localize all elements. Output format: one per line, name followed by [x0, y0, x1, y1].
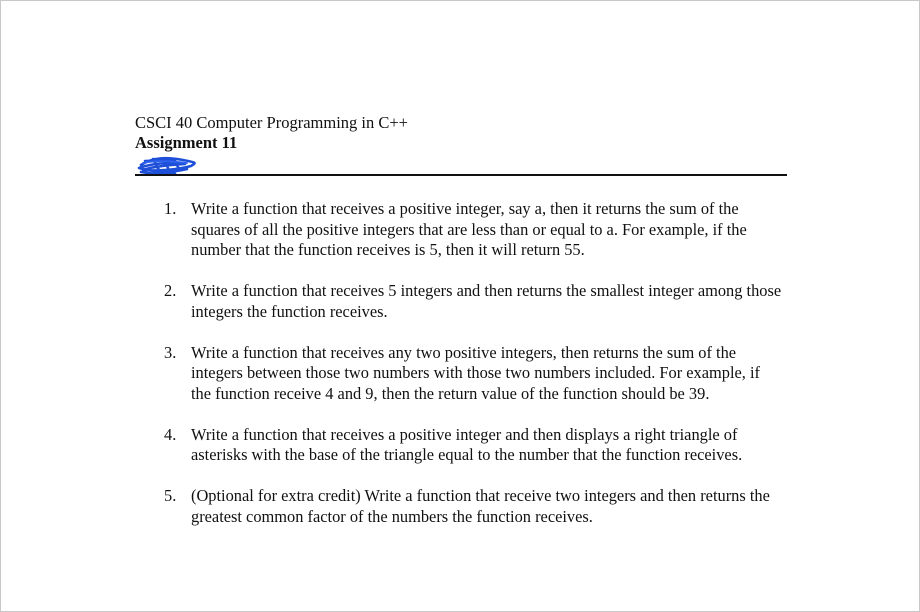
- question-text: (Optional for extra credit) Write a function that receive two integers and then returns the greatest common factor of the numbers the function receives.: [191, 486, 770, 526]
- document-header: [135, 113, 787, 153]
- question-text: Write a function that receives any two positive integers, then returns the sum of the integers between those two numbers with those two numbers included. For example, if the function receive 4 and 9, then the return value of the function should be 39.: [191, 342, 760, 403]
- assignment-title: Assignment 11: [135, 133, 238, 152]
- question-item: [164, 281, 784, 322]
- question-number: 4.: [164, 424, 177, 444]
- question-list: [164, 199, 784, 548]
- question-text: Write a function that receives 5 integers and then returns the smallest integer among those integers the function receives.: [191, 281, 782, 321]
- question-number: 3.: [164, 342, 177, 362]
- question-number: 5.: [164, 486, 177, 505]
- question-item: [164, 425, 784, 466]
- question-item: [164, 199, 784, 261]
- question-text: Write a function that receives a positive integer and then displays a right triangle of asterisks with the base of the triangle equal to the number that the function receives.: [191, 424, 743, 464]
- header-divider: [135, 174, 787, 176]
- question-item: [164, 486, 784, 527]
- course-title: CSCI 40 Computer Programming in C++: [135, 113, 408, 132]
- question-number: 1.: [164, 199, 177, 218]
- question-number: 2.: [164, 281, 177, 300]
- question-text: Write a function that receives a positive integer, say a, then it returns the sum of the squares of all the positive integers that are less than or equal to a. For example, if the number that the function receives is 5, then it will return 55.: [191, 199, 747, 259]
- question-item: [164, 343, 784, 405]
